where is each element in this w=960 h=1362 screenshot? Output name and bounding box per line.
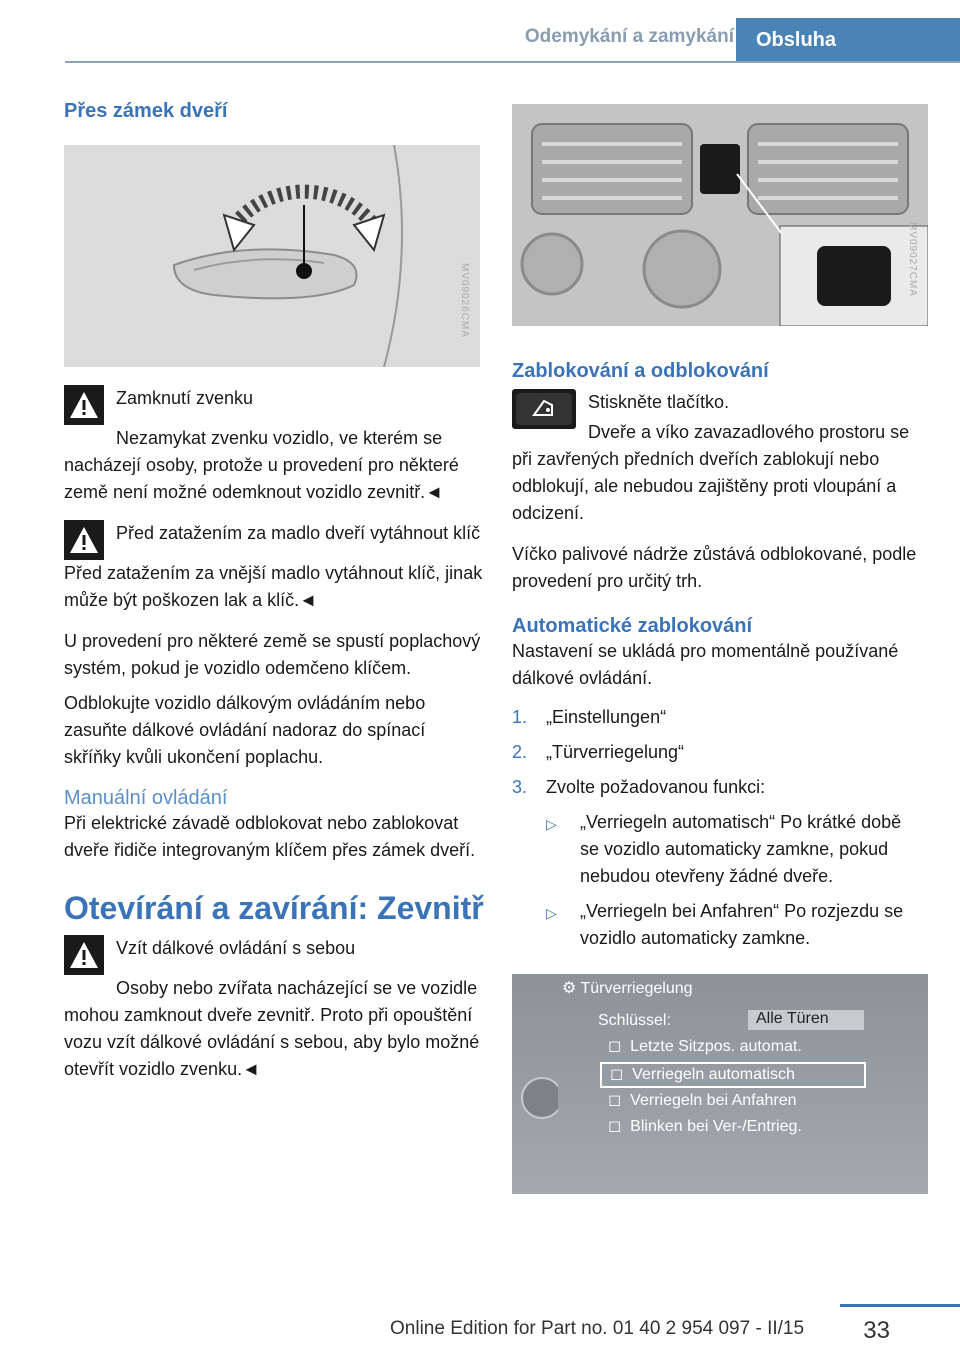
door-handle-illustration	[64, 145, 480, 367]
warning-title: Před zatažením za madlo dveří vytáhnout klíč	[116, 523, 481, 543]
left-column	[64, 100, 484, 1083]
warning-triangle-icon	[64, 520, 104, 560]
door-handle-figure	[64, 145, 480, 367]
chapter-title-inside: Otevírání a zavírání: Zevnitř	[64, 890, 484, 926]
paragraph-manual: Při elektrické závadě odblokovat nebo zablokovat dveře řidiče integrovaným klíčem přes zámek dveří.	[64, 813, 476, 860]
gear-icon: ⚙	[562, 980, 581, 997]
sub-item: ▷ „Verriegeln bei Anfahren“ Po rozjezdu se vozidlo automaticky zamkne.	[512, 898, 932, 952]
paragraph-alarm: U provedení pro některé země se spustí poplachový systém, pokud je vozidlo odemčeno klíčem.	[64, 631, 481, 678]
screen-option-selected: ◻ Verriegeln automatisch	[600, 1062, 866, 1088]
warning-take-remote	[64, 935, 484, 975]
screen-option: ◻ Blinken bei Ver-/Entrieg.	[608, 1118, 802, 1135]
paragraph-alarm-stop: Odblokujte vozidlo dálkovým ovládáním nebo zasuňte dálkové ovládání nadoraz do spínací skříňky kvůli ukončení poplachu.	[64, 693, 426, 767]
page-number: 33	[863, 1317, 890, 1344]
steps-list	[512, 704, 932, 801]
screen-display	[512, 974, 928, 1194]
header-chapter-tab: Obsluha	[736, 18, 960, 62]
figure-code: MV09026CMA	[458, 262, 470, 339]
controller-knob-icon	[518, 1074, 558, 1124]
sub-item: ▷ „Verriegeln automatisch“ Po krátké době se vozidlo automaticky zamkne, pokud nebudou otevřeny žádné dveře.	[512, 809, 932, 890]
screen-option: ◻ Verriegeln bei Anfahren	[608, 1092, 797, 1109]
warning-triangle-icon	[64, 935, 104, 975]
warning-pull-key	[64, 520, 484, 560]
warning-title: Zamknutí zvenku	[116, 388, 254, 408]
section-title-door-lock: Přes zámek dveří	[64, 100, 228, 122]
dashboard-button-figure	[512, 104, 928, 326]
list-item: 2. „Türverriegelung“	[512, 742, 685, 762]
right-column	[512, 100, 932, 1194]
figure-code: MV09027CMA	[906, 221, 918, 298]
warning-text: Nezamykat zvenku vozidlo, ve kterém se nacházejí osoby, protože u provedení pro některé země není možné odemknout vozidlo zevnitř.◄	[64, 428, 459, 502]
list-item: 3. Zvolte požadovanou funkci:	[512, 777, 766, 797]
idrive-screen-figure	[512, 974, 928, 1194]
warning-text: Osoby nebo zvířata nacházející se ve vozidle mohou zamknout dveře zevnitř. Proto při opouštění vozu vzít dálkové ovládání s sebou, aby bylo možné otevřít vozidlo zvenku.◄	[64, 978, 480, 1079]
footer-edition: Online Edition for Part no. 01 40 2 954 097 - II/15	[390, 1318, 805, 1339]
warning-lock-outside	[64, 385, 484, 425]
footer-rule	[840, 1304, 960, 1307]
dashboard-illustration	[512, 104, 928, 326]
section-title-lock-unlock: Zablokování a odblokování	[512, 360, 769, 382]
section-title-auto-lock: Automatické zablokování	[512, 615, 753, 637]
warning-title: Vzít dálkové ovládání s sebou	[116, 938, 356, 958]
paragraph-lock: Dveře a víko zavazadlového prostoru se při zavřených předních dveřích zablokují nebo odblokují, ale nebudou zajištěny proti vloupání a odcizení.	[512, 422, 910, 523]
header-section-title: Odemykání a zamykání	[524, 26, 734, 47]
warning-triangle-icon	[64, 385, 104, 425]
screen-key-label: Schlüssel:	[598, 1012, 671, 1029]
list-item: 1. „Einstellungen“	[512, 707, 667, 727]
warning-text: Před zatažením za vnější madlo vytáhnout klíč, jinak může být poškozen lak a klíč.◄	[64, 563, 483, 610]
header-rule	[65, 61, 960, 63]
lock-button-icon	[512, 389, 576, 429]
triangle-bullet-icon: ▷	[546, 816, 557, 832]
triangle-bullet-icon: ▷	[546, 905, 557, 921]
lock-step-press: Stiskněte tlačítko.	[588, 392, 730, 412]
paragraph-auto-lock: Nastavení se ukládá pro momentálně používané dálkové ovládání.	[512, 641, 899, 688]
screen-option: ◻ Letzte Sitzpos. automat.	[608, 1038, 802, 1055]
paragraph-fuel-flap: Víčko palivové nádrže zůstává odblokované, podle provedení pro určitý trh.	[512, 544, 917, 591]
screen-title: ⚙ Türverriegelung	[562, 980, 693, 997]
section-title-manual: Manuální ovládání	[64, 787, 228, 809]
screen-key-value: Alle Türen	[748, 1010, 864, 1030]
